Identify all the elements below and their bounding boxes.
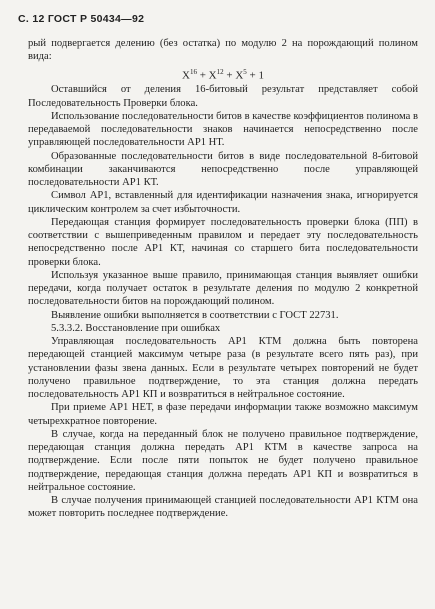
paragraph-1: рый подвергается делению (без остатка) по модулю 2 на порождающий полином вида: bbox=[28, 38, 418, 63]
paragraph-6: Передающая станция формирует последовательность проверки блока (ПП) в соответствии с вышеприведенным правилом и передает эту последовательность непосредственно после АР1 КТ, начиная со старшего бита последовательности проверки блока. bbox=[28, 216, 418, 268]
paragraph-4: Образованные последовательности битов в виде последовательной 8-битовой комбинации заканчиваются непосредственно после управляющей последовательности АР1 КТ. bbox=[28, 150, 418, 189]
generator-polynomial-formula: $X^{16} + X^{12} + X^5 + 1$ bbox=[182, 67, 264, 82]
paragraph-2: Оставшийся от деления 16-битовый результат представляет собой Последовательность Проверки блока. bbox=[28, 84, 418, 109]
document-body bbox=[28, 37, 418, 521]
paragraph-11: В случае, когда на переданный блок не получено правильное подтверждение, передающая станция должна передать АР1 КТМ в качестве запроса на подтверждение. Если после пяти попыток не будет получено правильное подтверждение, передающая станция должна передать АР1 КП и возвратиться в нейтральное состояние. bbox=[28, 428, 418, 493]
paragraph-8: Выявление ошибки выполняется в соответствии с ГОСТ 22731. bbox=[51, 309, 339, 321]
paragraph-10: При приеме АР1 НЕТ, в фазе передачи информации также возможно максимум четырехкратное повторение. bbox=[28, 402, 418, 427]
paragraph-7: Используя указанное выше правило, принимающая станция выявляет ошибки передачи, когда получает остаток в результате деления по модулю 2 конкретной последовательности битов на порождающий полином. bbox=[28, 269, 418, 308]
paragraph-3: Использование последовательности битов в качестве коэффициентов полинома в передаваемой последовательности знаков начинается непосредственно после управляющей последовательности АР1 НТ. bbox=[28, 110, 418, 149]
paragraph-12: В случае получения принимающей станцией последовательности АР1 КТМ она может повторить последнее подтверждение. bbox=[28, 495, 418, 520]
paragraph-9: Управляющая последовательность АР1 КТМ должна быть повторена передающей станцией максимум четыре раза (в результате всего пять раз), при установлении фазы звена данных. Если в результате четырех повторений не будет получено правильное подтверждение, то эта станция должна передать последовательность АР1 КП и возвратиться в нейтральное состояние. bbox=[28, 336, 418, 401]
page-header: С. 12 ГОСТ Р 50434—92 bbox=[18, 13, 145, 25]
section-heading: 5.3.3.2. Восстановление при ошибках bbox=[51, 322, 221, 334]
paragraph-5: Символ АР1, вставленный для идентификации назначения знака, игнорируется циклическим контролем за счет избыточности. bbox=[28, 190, 418, 215]
